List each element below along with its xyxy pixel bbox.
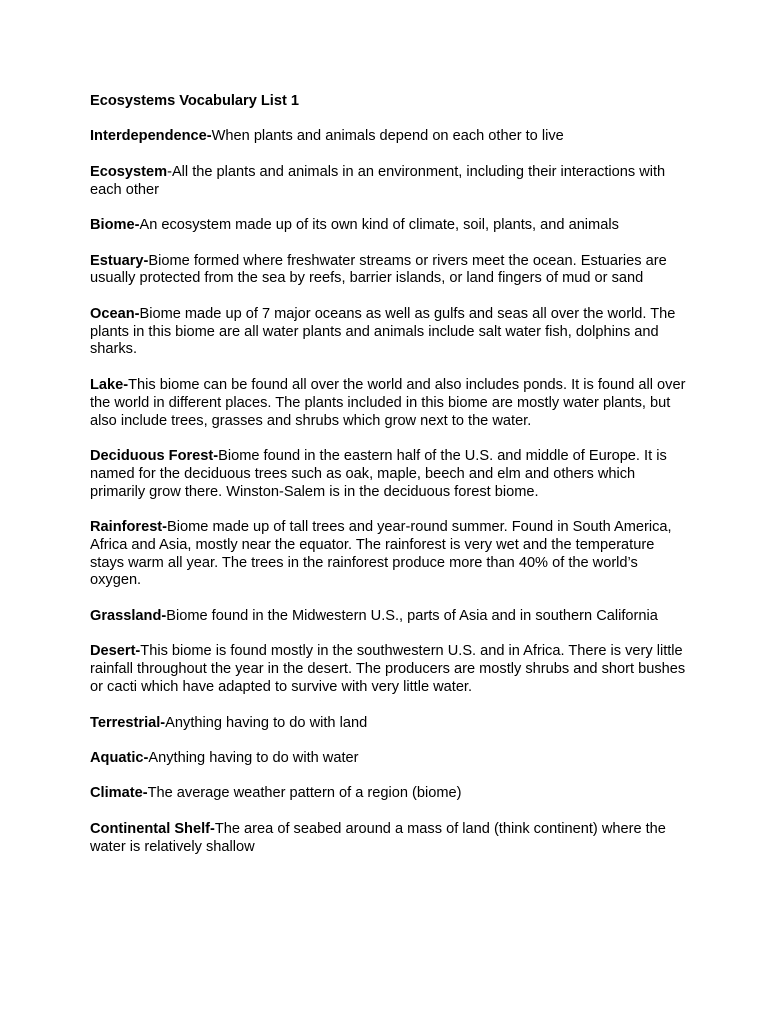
entry-desert — [90, 643, 690, 696]
definition: -All the plants and animals in an environment, including their interactions with each other — [90, 163, 666, 198]
definition: Biome made up of tall trees and year-round summer. Found in South America, Africa and Asia, mostly near the equator. The rainforest is very wet and the temperature stays warm all year. The trees in the rainforest produce more than 40% of the world’s oxygen. — [90, 519, 672, 589]
entry-ecosystem — [90, 164, 690, 200]
term: Aquatic- — [90, 749, 149, 766]
definition: Anything having to do with land — [165, 714, 368, 731]
entry-interdependence — [90, 128, 690, 146]
definition: When plants and animals depend on each other to live — [211, 128, 564, 145]
definition: This biome can be found all over the world and also includes ponds. It is found all over the world in different places. The plants included in this biome are mostly water plants, but also include trees, grasses and shrubs which grow next to the water. — [90, 376, 686, 429]
definition: Biome found in the Midwestern U.S., parts of Asia and in southern California — [166, 607, 658, 624]
term: Lake- — [90, 376, 129, 393]
entry-biome — [90, 217, 690, 235]
term: Continental Shelf- — [90, 820, 215, 837]
entry-grassland — [90, 608, 690, 626]
definition: Biome formed where freshwater streams or rivers meet the ocean. Estuaries are usually protected from the sea by reefs, barrier islands, or land fingers of mud or sand — [90, 252, 667, 287]
document-page — [90, 93, 690, 874]
entry-rainforest — [90, 519, 690, 590]
definition: Anything having to do with water — [148, 749, 359, 766]
document-title: Ecosystems Vocabulary List 1 — [90, 93, 300, 109]
term: Interdependence- — [90, 128, 212, 145]
term: Estuary- — [90, 252, 149, 269]
term: Biome- — [90, 217, 140, 234]
term: Desert- — [90, 643, 141, 660]
definition: An ecosystem made up of its own kind of climate, soil, plants, and animals — [139, 217, 619, 234]
term: Climate- — [90, 785, 148, 802]
entry-lake — [90, 377, 690, 430]
definition: Biome made up of 7 major oceans as well as gulfs and seas all over the world. The plants in this biome are all water plants and animals include salt water fish, dolphins and sharks. — [90, 305, 676, 358]
term: Rainforest- — [90, 519, 168, 536]
entry-deciduous-forest — [90, 448, 690, 501]
definition: This biome is found mostly in the southwestern U.S. and in Africa. There is very little rainfall throughout the year in the desert. The producers are mostly shrubs and short bushes or cacti which have adapted to survive with very little water. — [90, 643, 686, 696]
entry-continental-shelf — [90, 821, 690, 857]
entry-estuary — [90, 253, 690, 289]
entry-climate — [90, 785, 690, 803]
term: Terrestrial- — [90, 714, 166, 731]
entry-ocean — [90, 306, 690, 359]
entry-aquatic — [90, 750, 690, 768]
term: Grassland- — [90, 607, 167, 624]
definition: Biome found in the eastern half of the U.S. and middle of Europe. It is named for the deciduous trees such as oak, maple, beech and elm and others which primarily grow there. Winston-Salem is in the deciduous forest biome. — [90, 447, 667, 500]
term: Ecosystem — [90, 163, 168, 180]
term: Ocean- — [90, 305, 140, 322]
definition: The area of seabed around a mass of land (think continent) where the water is relatively shallow — [90, 820, 666, 855]
definition: The average weather pattern of a region (biome) — [147, 785, 462, 802]
entry-terrestrial — [90, 715, 690, 733]
term: Deciduous Forest- — [90, 447, 219, 464]
